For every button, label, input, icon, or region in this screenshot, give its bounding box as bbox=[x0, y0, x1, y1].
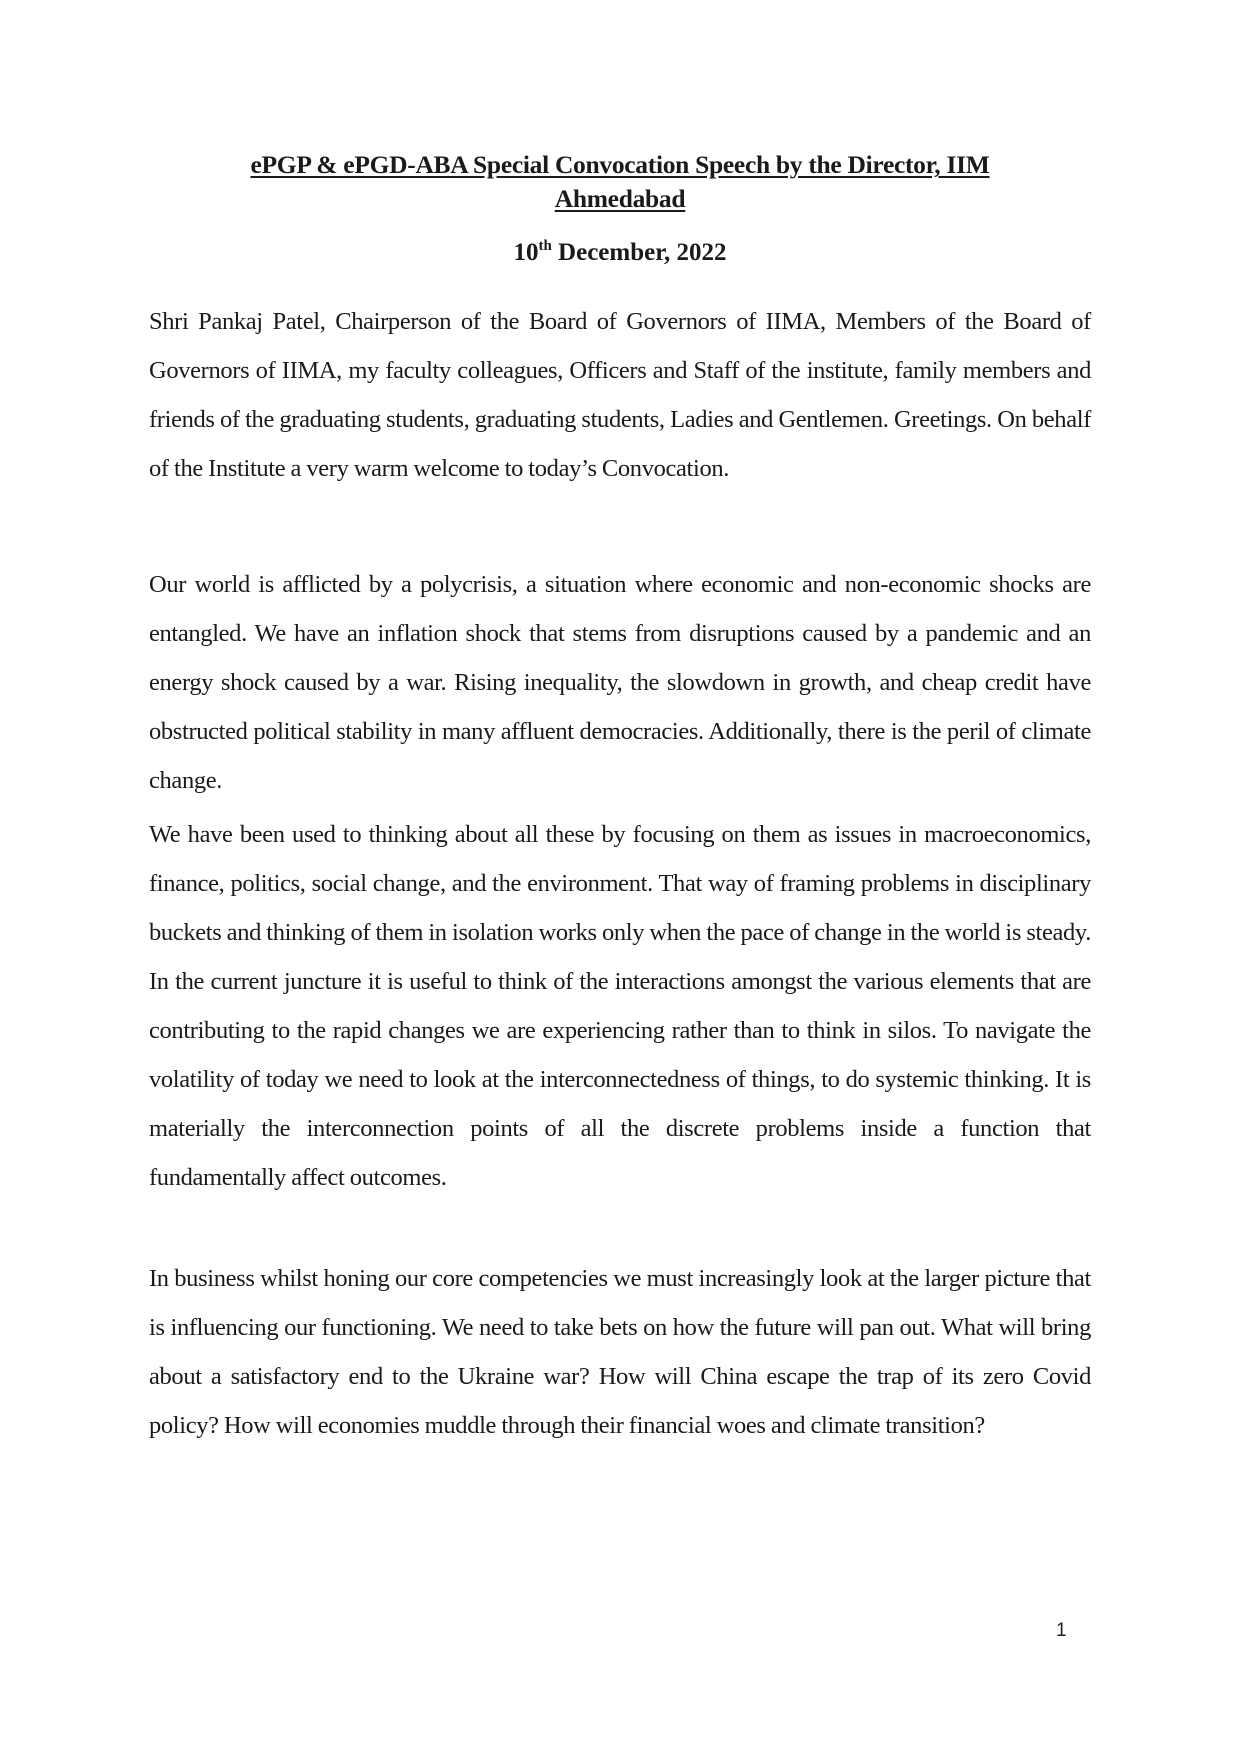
paragraph-polycrisis: Our world is afflicted by a polycrisis, a situation where economic and non-economic shocks are entangled. We have an inflation shock that stems from disruptions caused by a pandemic and an energy shock caused by a war. Rising inequality, the slowdown in growth, and cheap credit have obstructed political stability in many affluent democracies. Additionally, there is the peril of climate change. bbox=[149, 571, 1091, 794]
document-title bbox=[140, 148, 1100, 216]
paragraph-greeting: Shri Pankaj Patel, Chairperson of the Board of Governors of IIMA, Members of the Board of Governors of IIMA, my faculty colleagues, Officers and Staff of the institute, family members and friends of the graduating students, graduating students, Ladies and Gentlemen. Greetings. On behalf of the Institute a very warm welcome to today’s Convocation. bbox=[149, 308, 1091, 482]
date-day: 10 bbox=[513, 239, 539, 266]
paragraph-business: In business whilst honing our core competencies we must increasingly look at the larger picture that is influencing our functioning. We need to take bets on how the future will pan out. What will bring about a satisfactory end to the Ukraine war? How will China escape the trap of its zero Covid policy? How will economies muddle through their financial woes and climate transition? bbox=[149, 1265, 1091, 1439]
title-line-1: ePGP & ePGD-ABA Special Convocation Speech by the Director, IIM bbox=[250, 150, 990, 179]
paragraph-systemic-thinking: We have been used to thinking about all these by focusing on them as issues in macroeconomics, finance, politics, social change, and the environment. That way of framing problems in disciplinary buckets and thinking of them in isolation works only when the pace of change in the world is steady. In the current juncture it is useful to think of the interactions amongst the various elements that are contributing to the rapid changes we are experiencing rather than to think in silos. To navigate the volatility of today we need to look at the interconnectedness of things, to do systemic thinking. It is materially the interconnection points of all the discrete problems inside a function that fundamentally affect outcomes. bbox=[149, 821, 1091, 1191]
page-number: 1 bbox=[1056, 1620, 1067, 1641]
title-line-2: Ahmedabad bbox=[554, 184, 686, 213]
date-suffix: th bbox=[538, 238, 552, 254]
date-rest: December, 2022 bbox=[551, 239, 727, 266]
speech-date bbox=[140, 236, 1100, 270]
